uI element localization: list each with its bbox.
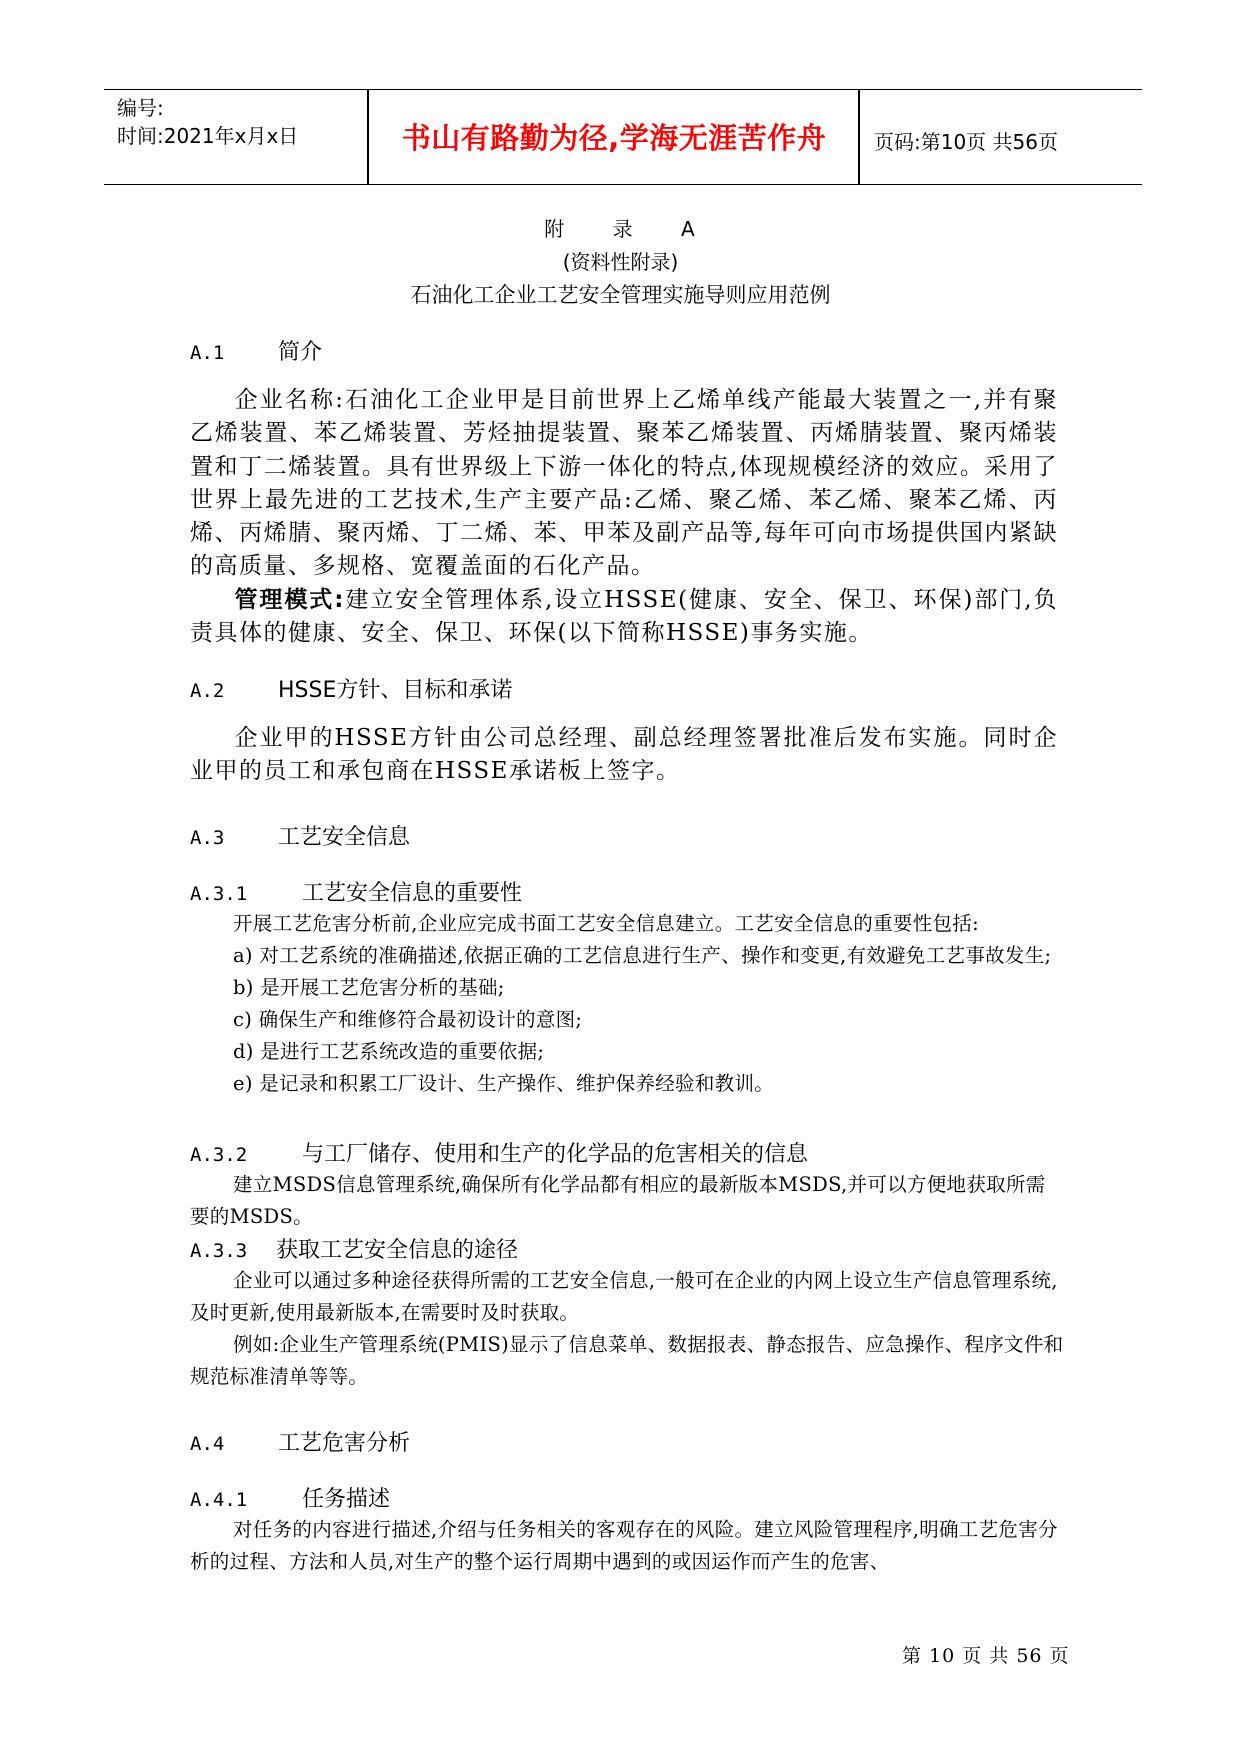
list-item: e) 是记录和积累工厂设计、生产操作、维护保养经验和教训。 — [233, 1072, 775, 1095]
section-heading-a3-3: A.3.3 获取工艺安全信息的途径 — [190, 1238, 519, 1263]
list-item: b) 是开展工艺危害分析的基础; — [233, 976, 505, 999]
appendix-heading: 石油化工企业工艺安全管理实施导则应用范例 — [410, 283, 831, 307]
section-a3-3-paragraph: 企业可以通过多种途径获得所需的工艺安全信息,一般可在企业的内网上设立生产信息管理系统,及时更新,使用最新版本,在需要时及时获取。 — [190, 1269, 1058, 1324]
doc-time-label: 时间:2021年x月x日 — [117, 124, 299, 148]
header-meta — [117, 94, 298, 150]
page-footer: 第 10 页 共 56 页 — [902, 1645, 1070, 1667]
section-a3-3-example: 例如:企业生产管理系统(PMIS)显示了信息菜单、数据报表、静态报告、应急操作、程序文件和规范标准清单等等。 — [190, 1333, 1064, 1388]
header-divider — [858, 90, 860, 184]
section-a3-2-paragraph: 建立MSDS信息管理系统,确保所有化学品都有相应的最新版本MSDS,并可以方便地获取所需要的MSDS。 — [190, 1173, 1046, 1228]
doc-number-label: 编号: — [117, 96, 164, 120]
header-motto: 书山有路勤为径,学海无涯苦作舟 — [401, 121, 827, 155]
section-a1-management-paragraph: 管理模式:建立安全管理体系,设立HSSE(健康、安全、保卫、环保)部门,负责具体的健康、安全、保卫、环保(以下简称HSSE)事务实施。 — [190, 587, 1058, 647]
section-a3-3-content — [190, 1265, 1065, 1393]
header-divider — [367, 90, 369, 184]
section-heading-a3: A.3 工艺安全信息 — [190, 825, 411, 850]
section-heading-a4: A.4 工艺危害分析 — [190, 1431, 411, 1456]
list-item: a) 对工艺系统的准确描述,依据正确的工艺信息进行生产、操作和变更,有效避免工艺事故发生; — [233, 944, 1052, 967]
section-a3-1-intro: 开展工艺危害分析前,企业应完成书面工艺安全信息建立。工艺安全信息的重要性包括: — [233, 912, 979, 935]
list-item: d) 是进行工艺系统改造的重要依据; — [233, 1040, 545, 1063]
section-heading-a1: A.1 简介 — [190, 340, 323, 365]
section-heading-a4-1: A.4.1 任务描述 — [190, 1487, 391, 1512]
section-a1-paragraph: 企业名称:石油化工企业甲是目前世界上乙烯单线产能最大装置之一,并有聚乙烯装置、苯乙烯装置、芳烃抽提装置、聚苯乙烯装置、丙烯腈装置、聚丙烯装置和丁二烯装置。具有世界级上下游一体化的特点,体现规模经济的效应。采用了世界上最先进的工艺技术,生产主要产品:乙烯、聚乙烯、苯乙烯、聚苯乙烯、丙烯、丙烯腈、聚丙烯、丁二烯、苯、甲苯及副产品等,每年可向市场提供国内紧缺的高质量、多规格、宽覆盖面的石化产品。 — [190, 387, 1058, 580]
section-a4-1-paragraph: 对任务的内容进行描述,介绍与任务相关的客观存在的风险。建立风险管理程序,明确工艺危害分析的过程、方法和人员,对生产的整个运行周期中遇到的或因运作而产生的危害、 — [190, 1518, 1058, 1573]
section-heading-a2: A.2 HSSE方针、目标和承诺 — [190, 678, 513, 703]
document-header — [104, 89, 1142, 185]
appendix-subtitle: (资料性附录) — [562, 250, 679, 274]
section-heading-a3-2: A.3.2 与工厂储存、使用和生产的化学品的危害相关的信息 — [190, 1142, 809, 1167]
section-a2-paragraph: 企业甲的HSSE方针由公司总经理、副总经理签署批准后发布实施。同时企业甲的员工和承包商在HSSE承诺板上签字。 — [190, 725, 1058, 785]
section-heading-a3-1: A.3.1 工艺安全信息的重要性 — [190, 881, 523, 906]
list-item: c) 确保生产和维修符合最初设计的意图; — [233, 1008, 583, 1031]
appendix-title: 附 录 A — [544, 217, 697, 241]
section-a3-1-content — [190, 908, 1065, 1100]
header-page-info: 页码:第10页 共56页 — [874, 130, 1058, 154]
